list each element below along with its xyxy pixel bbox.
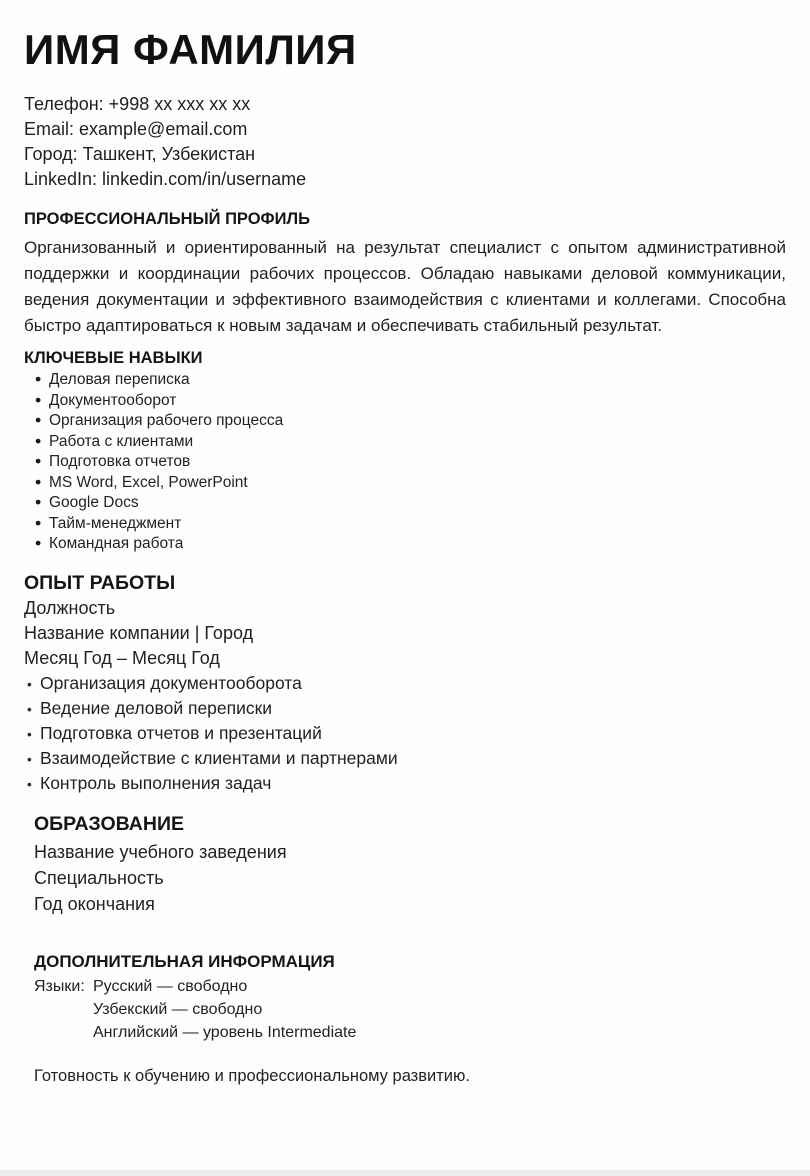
experience-dates: Месяц Год – Месяц Год — [24, 647, 220, 668]
profile-line: поддержки и координации рабочих процессов. Обладаю навыками деловой коммуникации, — [24, 264, 786, 283]
section-profile — [24, 209, 786, 339]
profile-paragraph — [24, 235, 786, 339]
education-year: Год окончания — [34, 893, 155, 914]
skill-item: • Документооборот — [24, 391, 786, 412]
profile-line: быстро адаптироваться к новым задачам и обеспечивать стабильный результат. — [24, 316, 663, 335]
skill-item: • Google Docs — [24, 493, 786, 514]
experience-position: Должность — [24, 597, 116, 618]
skills-heading: КЛЮЧЕВЫЕ НАВЫКИ — [24, 349, 203, 367]
duty-item: • Ведение деловой переписки — [24, 696, 786, 721]
education-specialty: Специальность — [34, 867, 164, 888]
section-education — [34, 812, 786, 917]
contact-linkedin: LinkedIn: linkedin.com/in/username — [24, 169, 307, 189]
page-bottom-edge — [0, 1170, 810, 1176]
resume-page — [0, 26, 810, 1088]
experience-duties-list — [24, 671, 786, 796]
profile-line: Организованный и ориентированный на результат специалист с опытом административной — [24, 238, 786, 257]
skill-item: • Командная работа — [24, 534, 786, 555]
profile-heading: ПРОФЕССИОНАЛЬНЫЙ ПРОФИЛЬ — [24, 210, 310, 228]
languages-block — [34, 975, 786, 1044]
duty-item: • Контроль выполнения задач — [24, 771, 786, 796]
education-details — [34, 839, 786, 917]
additional-heading: ДОПОЛНИТЕЛЬНАЯ ИНФОРМАЦИЯ — [34, 951, 335, 971]
contact-block — [24, 92, 786, 192]
section-experience — [24, 571, 786, 796]
profile-line: ведения документации и эффективного взаимодействия с клиентами и коллегами. Способна — [24, 290, 786, 309]
additional-note: Готовность к обучению и профессиональному развитию. — [34, 1066, 470, 1085]
language-item: Английский — уровень Intermediate — [93, 1023, 357, 1041]
skill-item: • Тайм-менеджмент — [24, 514, 786, 535]
education-heading: ОБРАЗОВАНИЕ — [34, 812, 184, 835]
section-skills — [24, 348, 786, 555]
experience-heading: ОПЫТ РАБОТЫ — [24, 571, 176, 594]
section-additional — [34, 951, 786, 1088]
skill-item: • Работа с клиентами — [24, 432, 786, 453]
experience-company: Название компании | Город — [24, 622, 254, 643]
skill-item: • MS Word, Excel, PowerPoint — [24, 473, 786, 494]
duty-item: • Взаимодействие с клиентами и партнерами — [24, 746, 786, 771]
skills-list — [24, 370, 786, 555]
education-institution: Название учебного заведения — [34, 841, 287, 862]
experience-details — [24, 596, 786, 671]
resume-name: ИМЯ ФАМИЛИЯ — [24, 26, 357, 73]
skill-item: • Подготовка отчетов — [24, 452, 786, 473]
languages-list — [93, 975, 356, 1044]
contact-email: Email: example@email.com — [24, 119, 248, 139]
language-item: Узбекский — свободно — [93, 1000, 263, 1018]
contact-phone: Телефон: +998 xx xxx xx xx — [24, 94, 251, 114]
skill-item: • Организация рабочего процесса — [24, 411, 786, 432]
duty-item: • Подготовка отчетов и презентаций — [24, 721, 786, 746]
languages-label: Языки: — [34, 977, 85, 995]
contact-city: Город: Ташкент, Узбекистан — [24, 144, 256, 164]
language-item: Русский — свободно — [93, 977, 248, 995]
duty-item: • Организация документооборота — [24, 671, 786, 696]
skill-item: • Деловая переписка — [24, 370, 786, 391]
